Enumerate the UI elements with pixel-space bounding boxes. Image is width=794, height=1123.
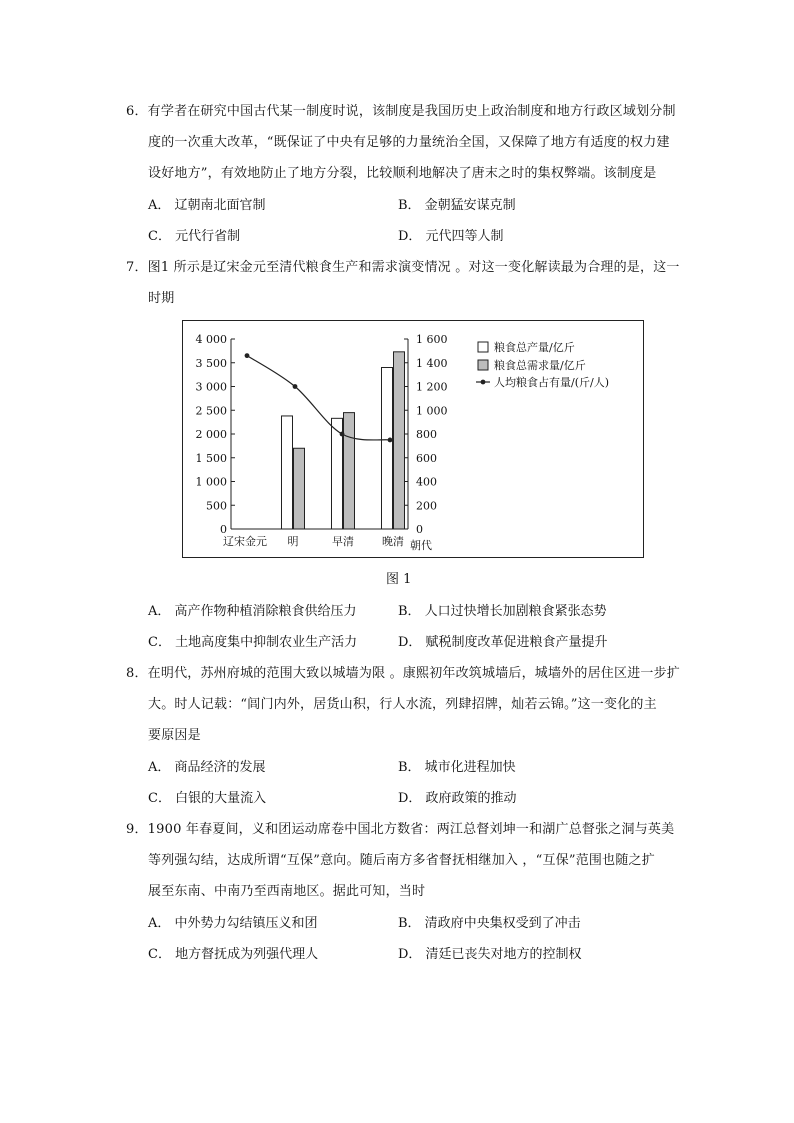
q9-line-2: 等列强勾结，达成所谓“互保”意向。随后南方多省督抚相继加入 ，“互保”范围也随之扩 [148,853,655,868]
q6-line-3: 设好地方”，有效地防止了地方分裂，比较顺利地解决了唐末之时的集权弊端。该制度是 [148,166,657,181]
bar-demand [294,448,305,529]
q7-line-2: 时期 [148,291,175,306]
q8-line-3: 要原因是 [148,728,201,743]
bar-demand [344,413,355,529]
q8-option-b[interactable]: B． 城市化进程加快 [398,760,516,775]
right-tick-label: 400 [416,475,437,489]
q6-line-2: 度的一次重大改革，“既保证了中央有足够的力量统治全国，又保障了地方有适度的权力建 [148,135,670,150]
x-axis-title: 朝代 [410,539,432,552]
q9-option-d[interactable]: D． 清廷已丧失对地方的控制权 [398,947,582,962]
right-tick-label: 600 [416,451,437,465]
right-tick-label: 1 400 [416,356,448,370]
q8-option-d[interactable]: D． 政府政策的推动 [398,791,517,806]
q7-option-a[interactable]: A． 高产作物种植消除粮食供给压力 [148,604,357,619]
right-tick-label: 200 [416,499,437,513]
q9-option-c[interactable]: C． 地方督抚成为列强代理人 [148,947,319,962]
bar-production [382,368,393,530]
bar-production [282,416,293,529]
left-tick-label: 0 [220,523,227,536]
left-tick-label: 1 500 [195,451,227,465]
per-capita-point [245,353,250,358]
q9-option-b[interactable]: B． 清政府中央集权受到了冲击 [398,916,581,931]
per-capita-point [340,432,345,437]
bar-demand [394,352,405,529]
legend-label-production: 粮食总产量/亿斤 [494,341,575,354]
right-tick-label: 1 600 [416,333,448,346]
per-capita-point [293,384,298,389]
q6-line-1: 6．有学者在研究中国古代某一制度时说，该制度是我国历史上政治制度和地方行政区域划分制 [126,104,676,119]
q9-line-1: 9．1900 年春夏间，义和团运动席卷中国北方数省：两江总督刘坤一和湖广总督张之洞与英美 [126,822,675,837]
q6-option-d[interactable]: D． 元代四等人制 [398,229,504,244]
left-tick-label: 3 500 [195,356,227,370]
left-tick-label: 500 [206,499,227,513]
left-tick-label: 2 500 [195,404,227,418]
q7-option-b[interactable]: B． 人口过快增长加剧粮食紧张态势 [398,604,607,619]
per-capita-point [388,438,393,443]
q8-option-c[interactable]: C． 白银的大量流入 [148,791,267,806]
category-label: 早清 [332,535,354,548]
legend-label-demand: 粮食总需求量/亿斤 [494,359,586,372]
left-tick-label: 3 000 [195,380,227,394]
category-label: 明 [287,535,299,548]
right-tick-label: 0 [416,523,423,536]
grain-chart [182,320,644,558]
q8-line-2: 大。时人记载：“闾门内外，居货山积，行人水流，列肆招牌，灿若云锦。”这一变化的主 [148,697,657,712]
left-tick-label: 4 000 [195,333,227,346]
legend-label-per-capita: 人均粮食占有量/(斤/人) [494,376,609,389]
q9-line-3: 展至东南、中南乃至西南地区。据此可知，当时 [148,884,426,899]
left-tick-label: 1 000 [195,475,227,489]
legend-swatch-production [478,342,488,352]
q7-option-c[interactable]: C． 土地高度集中抑制农业生产活力 [148,635,358,650]
q6-option-b[interactable]: B． 金朝猛安谋克制 [398,198,516,213]
category-label: 辽宋金元 [223,535,267,548]
left-tick-label: 2 000 [195,428,227,441]
chart-frame [183,321,644,558]
figure-caption: 图 1 [386,572,412,587]
right-tick-label: 1 000 [416,404,448,418]
q8-option-a[interactable]: A． 商品经济的发展 [148,760,266,775]
q7-option-d[interactable]: D． 赋税制度改革促进粮食产量提升 [398,635,608,650]
q6-option-a[interactable]: A． 辽朝南北面官制 [148,198,266,213]
legend-swatch-demand [478,360,488,370]
legend-marker-per-capita [481,380,486,385]
right-tick-label: 1 200 [416,380,448,394]
right-tick-label: 800 [416,428,437,441]
q6-option-c[interactable]: C． 元代行省制 [148,229,241,244]
q8-line-1: 8．在明代，苏州府城的范围大致以城墙为限 。康熙初年改筑城墙后，城墙外的居住区进一步扩 [126,666,681,681]
q9-option-a[interactable]: A． 中外势力勾结镇压义和团 [148,916,318,931]
category-label: 晚清 [382,535,404,548]
q7-line-1: 7．图1 所示是辽宋金元至清代粮食生产和需求演变情况 。对这一变化解读最为合理的是，这一 [126,260,680,275]
